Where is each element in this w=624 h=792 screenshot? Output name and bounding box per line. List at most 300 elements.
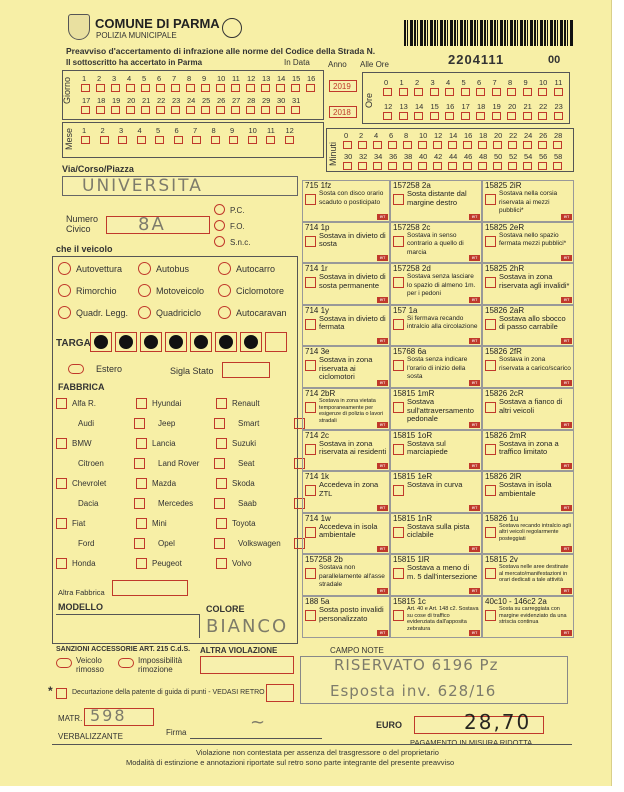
hour-0[interactable]: 0 (384, 78, 389, 87)
day-box[interactable] (81, 106, 90, 114)
hour-box[interactable] (383, 88, 392, 96)
day-28[interactable]: 28 (247, 96, 256, 105)
impossibilita-checkbox[interactable] (118, 658, 134, 668)
fo-radio[interactable] (214, 220, 225, 231)
minute-box[interactable] (403, 141, 412, 149)
violation-checkbox[interactable] (305, 319, 316, 330)
estero-checkbox[interactable] (68, 364, 84, 374)
brand-label: Peugeot (152, 559, 182, 568)
hour-1[interactable]: 1 (399, 78, 404, 87)
violation-checkbox[interactable] (393, 485, 404, 496)
sigla-label: Sigla Stato (170, 366, 214, 376)
days-row-2 (82, 96, 322, 118)
violation-description: Sostava in divieto di sosta permanente (319, 273, 386, 290)
day-box[interactable] (186, 106, 195, 114)
minute-box[interactable] (418, 141, 427, 149)
vehicle-type-radio[interactable] (138, 284, 151, 297)
violation-description: Accedeva in isola ambientale (319, 522, 378, 540)
day-15[interactable]: 15 (292, 74, 301, 83)
brand-checkbox[interactable] (134, 538, 145, 549)
hour-box[interactable] (445, 88, 454, 96)
month-box[interactable] (229, 136, 238, 144)
day-box[interactable] (96, 84, 105, 92)
month-10[interactable]: 10 (248, 126, 257, 135)
hour-12[interactable]: 12 (384, 102, 393, 111)
violation-code: 15826 2aR (485, 305, 525, 315)
day-box[interactable] (141, 106, 150, 114)
minute-box[interactable] (448, 162, 457, 170)
minute-34[interactable]: 34 (374, 152, 383, 161)
violation-checkbox[interactable] (305, 360, 316, 371)
minute-0[interactable]: 0 (344, 131, 349, 140)
day-box[interactable] (306, 84, 315, 92)
day-12[interactable]: 12 (247, 74, 256, 83)
violation-code: 15825 2eR (485, 222, 525, 232)
vehicle-type-radio[interactable] (58, 306, 71, 319)
department-name: POLIZIA MUNICIPALE (96, 31, 177, 40)
minute-box[interactable] (523, 141, 532, 149)
minute-box[interactable] (433, 162, 442, 170)
violation-checkbox[interactable] (485, 194, 496, 205)
violation-checkbox[interactable] (485, 568, 496, 579)
altra-fabbrica-label: Altra Fabbrica (58, 588, 105, 597)
brand-checkbox[interactable] (56, 478, 67, 489)
vehicle-type-label: Autobus (156, 264, 190, 274)
minute-28[interactable]: 28 (554, 131, 563, 140)
day-box[interactable] (261, 84, 270, 92)
day-box[interactable] (216, 106, 225, 114)
day-box[interactable] (246, 84, 255, 92)
minute-20[interactable]: 20 (494, 131, 503, 140)
minute-12[interactable]: 12 (434, 131, 443, 140)
hour-23[interactable]: 23 (554, 102, 563, 111)
month-4[interactable]: 4 (137, 126, 142, 135)
minute-8[interactable]: 8 (404, 131, 409, 140)
minute-box[interactable] (553, 141, 562, 149)
minute-44[interactable]: 44 (449, 152, 458, 161)
day-8[interactable]: 8 (187, 74, 192, 83)
day-22[interactable]: 22 (157, 96, 166, 105)
day-14[interactable]: 14 (277, 74, 286, 83)
month-box[interactable] (211, 136, 220, 144)
brand-checkbox[interactable] (214, 498, 225, 509)
day-2[interactable]: 2 (97, 74, 102, 83)
brand-label: Land Rover (158, 459, 200, 468)
minute-32[interactable]: 32 (359, 152, 368, 161)
hour-16[interactable]: 16 (446, 102, 455, 111)
day-box[interactable] (96, 106, 105, 114)
violation-checkbox[interactable] (485, 236, 496, 247)
brand-label: Fiat (72, 519, 86, 528)
day-box[interactable] (291, 84, 300, 92)
minute-48[interactable]: 48 (479, 152, 488, 161)
brand-label: Audi (78, 419, 95, 428)
hour-10[interactable]: 10 (539, 78, 548, 87)
month-6[interactable]: 6 (174, 126, 179, 135)
brand-checkbox[interactable] (216, 438, 227, 449)
month-2[interactable]: 2 (100, 126, 105, 135)
hour-14[interactable]: 14 (415, 102, 424, 111)
minute-42[interactable]: 42 (434, 152, 443, 161)
day-1[interactable]: 1 (82, 74, 87, 83)
hour-11[interactable]: 11 (554, 78, 563, 87)
day-box[interactable] (156, 84, 165, 92)
day-box[interactable] (231, 106, 240, 114)
hour-box[interactable] (507, 88, 516, 96)
month-3[interactable]: 3 (119, 126, 124, 135)
day-box[interactable] (201, 106, 210, 114)
hour-8[interactable]: 8 (508, 78, 513, 87)
violation-checkbox[interactable] (485, 485, 496, 496)
day-26[interactable]: 26 (217, 96, 226, 105)
month-box[interactable] (285, 136, 294, 144)
day-17[interactable]: 17 (82, 96, 91, 105)
minute-box[interactable] (358, 141, 367, 149)
minute-box[interactable] (343, 141, 352, 149)
minute-box[interactable] (508, 141, 517, 149)
minute-24[interactable]: 24 (524, 131, 533, 140)
minute-box[interactable] (403, 162, 412, 170)
minute-6[interactable]: 6 (389, 131, 394, 140)
hour-box[interactable] (492, 88, 501, 96)
brand-checkbox[interactable] (56, 558, 67, 569)
brand-checkbox[interactable] (136, 518, 147, 529)
violation-checkbox[interactable] (485, 319, 496, 330)
altra-fabbrica-input[interactable] (112, 580, 188, 596)
vehicle-type-radio[interactable] (58, 284, 71, 297)
brand-checkbox[interactable] (136, 478, 147, 489)
brand-checkbox[interactable] (214, 418, 225, 429)
rimosso-checkbox[interactable] (56, 658, 72, 668)
violation-description: Sosta distante dal margine destro (407, 190, 467, 207)
hour-22[interactable]: 22 (539, 102, 548, 111)
minute-box[interactable] (553, 162, 562, 170)
violation-checkbox[interactable] (393, 527, 404, 538)
day-box[interactable] (81, 84, 90, 92)
hour-box[interactable] (476, 112, 485, 120)
sigla-input[interactable] (222, 362, 270, 378)
minute-box[interactable] (463, 141, 472, 149)
minutes-row-1 (344, 131, 572, 151)
month-box[interactable] (118, 136, 127, 144)
minute-box[interactable] (493, 141, 502, 149)
day-18[interactable]: 18 (97, 96, 106, 105)
hour-box[interactable] (414, 88, 423, 96)
day-box[interactable] (186, 84, 195, 92)
day-5[interactable]: 5 (142, 74, 147, 83)
violation-checkbox[interactable] (393, 194, 404, 205)
brand-checkbox[interactable] (216, 558, 227, 569)
hour-box[interactable] (523, 88, 532, 96)
brand-checkbox[interactable] (56, 518, 67, 529)
day-box[interactable] (246, 106, 255, 114)
hour-box[interactable] (430, 112, 439, 120)
matr-label: MATR. (58, 714, 83, 723)
hour-box[interactable] (554, 112, 563, 120)
brand-checkbox[interactable] (216, 398, 227, 409)
vehicle-type-label: Motoveicolo (156, 286, 205, 296)
pc-radio[interactable] (214, 204, 225, 215)
violation-checkbox[interactable] (485, 444, 496, 455)
hour-20[interactable]: 20 (508, 102, 517, 111)
hour-7[interactable]: 7 (492, 78, 497, 87)
violation-checkbox[interactable] (305, 444, 316, 455)
violation-checkbox[interactable] (393, 277, 404, 288)
violation-checkbox[interactable] (393, 236, 404, 247)
minute-52[interactable]: 52 (509, 152, 518, 161)
violation-checkbox[interactable] (305, 527, 316, 538)
hour-box[interactable] (430, 88, 439, 96)
violation-checkbox[interactable] (393, 360, 404, 371)
minute-18[interactable]: 18 (479, 131, 488, 140)
day-21[interactable]: 21 (142, 96, 151, 105)
month-box[interactable] (266, 136, 275, 144)
month-11[interactable]: 11 (267, 126, 275, 135)
violation-checkbox[interactable] (305, 568, 316, 579)
month-box[interactable] (248, 136, 257, 144)
day-10[interactable]: 10 (217, 74, 226, 83)
brand-checkbox[interactable] (216, 478, 227, 489)
month-box[interactable] (174, 136, 183, 144)
hour-15[interactable]: 15 (430, 102, 439, 111)
day-25[interactable]: 25 (202, 96, 211, 105)
day-16[interactable]: 16 (307, 74, 316, 83)
month-box[interactable] (100, 136, 109, 144)
violation-checkbox[interactable] (485, 402, 496, 413)
brand-checkbox[interactable] (136, 398, 147, 409)
minute-56[interactable]: 56 (539, 152, 548, 161)
brand-checkbox[interactable] (216, 518, 227, 529)
hour-13[interactable]: 13 (399, 102, 408, 111)
month-9[interactable]: 9 (230, 126, 235, 135)
brand-checkbox[interactable] (134, 418, 145, 429)
day-23[interactable]: 23 (172, 96, 181, 105)
month-box[interactable] (155, 136, 164, 144)
month-8[interactable]: 8 (211, 126, 216, 135)
hour-6[interactable]: 6 (477, 78, 482, 87)
vehicle-type-radio[interactable] (138, 306, 151, 319)
month-box[interactable] (137, 136, 146, 144)
hour-box[interactable] (399, 88, 408, 96)
brand-checkbox[interactable] (56, 438, 67, 449)
month-12[interactable]: 12 (285, 126, 294, 135)
minute-40[interactable]: 40 (419, 152, 428, 161)
pc-label: P.C. (230, 206, 245, 215)
minute-50[interactable]: 50 (494, 152, 503, 161)
day-box[interactable] (126, 106, 135, 114)
day-box[interactable] (171, 84, 180, 92)
violation-checkbox[interactable] (393, 568, 404, 579)
violation-checkbox[interactable] (393, 402, 404, 413)
day-box[interactable] (141, 84, 150, 92)
day-11[interactable]: 11 (232, 74, 240, 83)
violation-checkbox[interactable] (393, 610, 404, 621)
minute-36[interactable]: 36 (389, 152, 398, 161)
violation-checkbox[interactable] (305, 277, 316, 288)
day-7[interactable]: 7 (172, 74, 177, 83)
month-box[interactable] (192, 136, 201, 144)
vehicle-type-radio[interactable] (138, 262, 151, 275)
violation-checkbox[interactable] (485, 360, 496, 371)
err-tag: err (377, 630, 388, 636)
month-7[interactable]: 7 (193, 126, 198, 135)
hour-9[interactable]: 9 (523, 78, 528, 87)
day-9[interactable]: 9 (202, 74, 207, 83)
day-box[interactable] (276, 106, 285, 114)
brand-checkbox[interactable] (134, 458, 145, 469)
month-box[interactable] (81, 136, 90, 144)
vehicle-type-label: Rimorchio (76, 286, 117, 296)
day-box[interactable] (111, 84, 120, 92)
modello-input[interactable] (56, 614, 200, 638)
violation-checkbox[interactable] (485, 610, 496, 621)
day-box[interactable] (231, 84, 240, 92)
hour-box[interactable] (445, 112, 454, 120)
rimosso-label: Veicolo rimosso (76, 656, 105, 674)
verbalizzante-label: VERBALIZZANTE (58, 732, 123, 741)
hour-box[interactable] (476, 88, 485, 96)
violation-checkbox[interactable] (305, 236, 316, 247)
hour-2[interactable]: 2 (415, 78, 420, 87)
hour-box[interactable] (383, 112, 392, 120)
day-box[interactable] (261, 106, 270, 114)
minute-2[interactable]: 2 (359, 131, 364, 140)
minute-box[interactable] (373, 162, 382, 170)
minute-14[interactable]: 14 (449, 131, 458, 140)
minute-26[interactable]: 26 (539, 131, 548, 140)
month-1[interactable]: 1 (82, 126, 87, 135)
brand-checkbox[interactable] (136, 438, 147, 449)
day-box[interactable] (201, 84, 210, 92)
hour-17[interactable]: 17 (461, 102, 470, 111)
vehicle-type-radio[interactable] (58, 262, 71, 275)
redacted-dot-icon (94, 335, 108, 349)
hour-box[interactable] (507, 112, 516, 120)
minute-10[interactable]: 10 (419, 131, 428, 140)
violation-checkbox[interactable] (305, 402, 316, 413)
day-box[interactable] (111, 106, 120, 114)
minute-box[interactable] (388, 141, 397, 149)
day-20[interactable]: 20 (127, 96, 136, 105)
minute-box[interactable] (433, 141, 442, 149)
hour-box[interactable] (461, 88, 470, 96)
day-31[interactable]: 31 (292, 96, 301, 105)
minute-box[interactable] (448, 141, 457, 149)
brand-checkbox[interactable] (56, 398, 67, 409)
day-30[interactable]: 30 (277, 96, 286, 105)
violation-checkbox[interactable] (393, 319, 404, 330)
hour-18[interactable]: 18 (477, 102, 486, 111)
day-box[interactable] (291, 106, 300, 114)
day-19[interactable]: 19 (112, 96, 121, 105)
minute-46[interactable]: 46 (464, 152, 473, 161)
brand-checkbox[interactable] (214, 538, 225, 549)
snc-radio[interactable] (214, 236, 225, 247)
hour-5[interactable]: 5 (461, 78, 466, 87)
violation-checkbox[interactable] (485, 527, 496, 538)
minute-box[interactable] (478, 141, 487, 149)
vehicle-type-radio[interactable] (218, 284, 231, 297)
minute-box[interactable] (343, 162, 352, 170)
month-5[interactable]: 5 (156, 126, 161, 135)
minute-box[interactable] (493, 162, 502, 170)
minute-box[interactable] (508, 162, 517, 170)
minute-16[interactable]: 16 (464, 131, 473, 140)
violation-checkbox[interactable] (305, 485, 316, 496)
day-29[interactable]: 29 (262, 96, 271, 105)
minute-box[interactable] (523, 162, 532, 170)
targa-char-box[interactable] (265, 332, 287, 352)
label-address: Via/Corso/Piazza (62, 164, 134, 174)
minute-box[interactable] (538, 141, 547, 149)
day-6[interactable]: 6 (157, 74, 162, 83)
hour-box[interactable] (523, 112, 532, 120)
violation-description: Sostava a fianco di altri veicoli (499, 398, 563, 415)
hour-box[interactable] (461, 112, 470, 120)
day-box[interactable] (156, 106, 165, 114)
hour-21[interactable]: 21 (523, 102, 532, 111)
minute-30[interactable]: 30 (344, 152, 353, 161)
vehicle-type-radio[interactable] (218, 306, 231, 319)
minute-box[interactable] (373, 141, 382, 149)
hour-box[interactable] (492, 112, 501, 120)
day-13[interactable]: 13 (262, 74, 271, 83)
altra-violazione-input[interactable] (200, 656, 294, 674)
day-box[interactable] (276, 84, 285, 92)
day-box[interactable] (171, 106, 180, 114)
day-3[interactable]: 3 (112, 74, 117, 83)
violation-code: 15826 1u (485, 513, 519, 523)
minute-4[interactable]: 4 (374, 131, 379, 140)
hour-box[interactable] (554, 88, 563, 96)
day-box[interactable] (216, 84, 225, 92)
minute-box[interactable] (478, 162, 487, 170)
hour-box[interactable] (414, 112, 423, 120)
decurtazione-input[interactable] (266, 684, 294, 702)
brand-checkbox[interactable] (134, 498, 145, 509)
minute-22[interactable]: 22 (509, 131, 518, 140)
minute-58[interactable]: 58 (554, 152, 563, 161)
violation-checkbox[interactable] (393, 444, 404, 455)
minute-box[interactable] (388, 162, 397, 170)
hour-box[interactable] (399, 112, 408, 120)
minute-54[interactable]: 54 (524, 152, 533, 161)
day-24[interactable]: 24 (187, 96, 196, 105)
hour-box[interactable] (538, 112, 547, 120)
hour-4[interactable]: 4 (446, 78, 451, 87)
minute-38[interactable]: 38 (404, 152, 413, 161)
minute-box[interactable] (418, 162, 427, 170)
brand-checkbox[interactable] (136, 558, 147, 569)
day-27[interactable]: 27 (232, 96, 241, 105)
minute-box[interactable] (463, 162, 472, 170)
label-in-data: In Data (284, 58, 310, 67)
minute-box[interactable] (538, 162, 547, 170)
minute-box[interactable] (358, 162, 367, 170)
violation-description: Sostava non parallelamente all'asse stradale (319, 564, 385, 589)
violation-checkbox[interactable] (485, 277, 496, 288)
decurtazione-checkbox[interactable] (56, 688, 67, 699)
day-box[interactable] (126, 84, 135, 92)
hour-box[interactable] (538, 88, 547, 96)
hour-3[interactable]: 3 (430, 78, 435, 87)
violation-checkbox[interactable] (305, 194, 316, 205)
vehicle-type-radio[interactable] (218, 262, 231, 275)
day-4[interactable]: 4 (127, 74, 132, 83)
violation-checkbox[interactable] (305, 610, 316, 621)
brand-checkbox[interactable] (214, 458, 225, 469)
hour-19[interactable]: 19 (492, 102, 501, 111)
